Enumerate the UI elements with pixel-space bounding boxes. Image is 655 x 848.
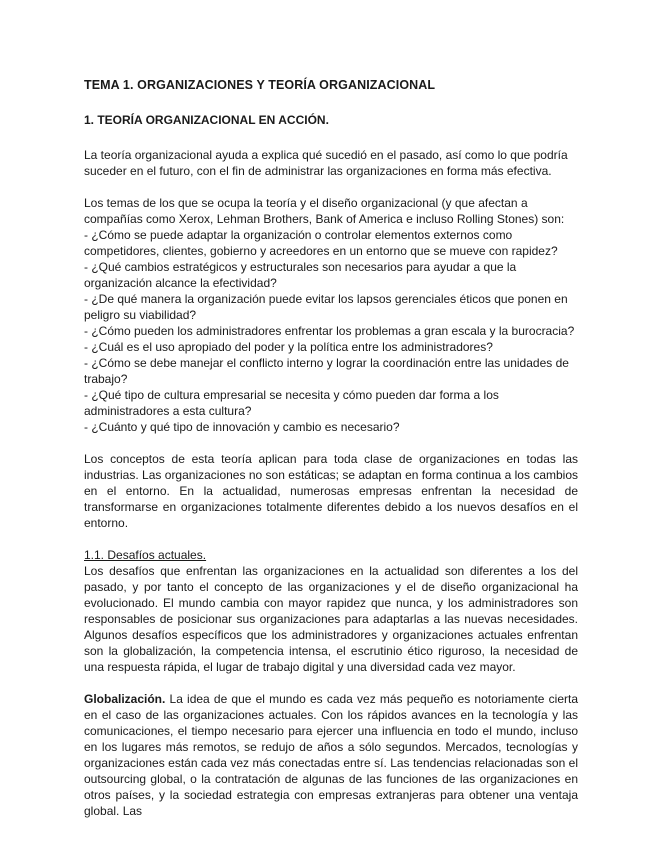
concepts-paragraph: Los conceptos de esta teoría aplican para toda clase de organizaciones en todas las industrias. Las organizaciones no son estáticas; se adaptan en forma continua a los cambios en el entorno. En la actualidad, numerosas empresas enfrentan la necesidad de transformarse en organizaciones totalmente diferentes debido a los nuevos desafíos en el entorno. [84, 452, 578, 530]
subsection-heading: 1.1. Desafíos actuales. [84, 548, 207, 562]
list-item: - ¿Cómo pueden los administradores enfrentar los problemas a gran escala y la burocracia? [84, 324, 575, 338]
subsection [84, 547, 578, 675]
list-item: - ¿Cómo se puede adaptar la organización o controlar elementos externos como competidores, clientes, gobierno y acreedores en un entorno que se mueve con rapidez? [84, 228, 558, 258]
list-item: - ¿Qué cambios estratégicos y estructurales son necesarios para ayudar a que la organización alcance la efectividad? [84, 260, 517, 290]
list-item: - ¿Cómo se debe manejar el conflicto interno y lograr la coordinación entre las unidades de trabajo? [84, 356, 569, 386]
globalization-text: La idea de que el mundo es cada vez más pequeño es notoriamente cierta en el caso de las organizaciones actuales. Con los rápidos avances en la tecnología y las comunicaciones, el tiempo necesario para ejercer una influencia en todo el mundo, incluso en los lugares más remotos, se redujo de años a sólo segundos. Mercados, tecnologías y organizaciones están cada vez más conectadas entre sí. Las tendencias relacionadas son el outsourcing global, o la contratación de algunas de las funciones de las organizaciones en otros países, y la sociedad estrategia con empresas extranjeras para obtener una ventaja global. Las [84, 692, 578, 818]
document-title: TEMA 1. ORGANIZACIONES Y TEORÍA ORGANIZACIONAL [84, 78, 436, 92]
intro-paragraph: La teoría organizacional ayuda a explica qué sucedió en el pasado, así como lo que podría suceder en el futuro, con el fin de administrar las organizaciones en forma más efectiva. [84, 148, 568, 178]
globalization-paragraph [84, 691, 578, 819]
topics-list [84, 195, 578, 435]
list-item: - ¿Cuál es el uso apropiado del poder y la política entre los administradores? [84, 340, 493, 354]
section-heading: 1. TEORÍA ORGANIZACIONAL EN ACCIÓN. [84, 113, 329, 127]
list-item: - ¿De qué manera la organización puede evitar los lapsos gerenciales éticos que ponen en peligro su viabilidad? [84, 292, 568, 322]
document-content [84, 77, 578, 835]
topics-intro: Los temas de los que se ocupa la teoría y el diseño organizacional (y que afectan a compañías como Xerox, Lehman Brothers, Bank of America e incluso Rolling Stones) son: [84, 196, 565, 226]
globalization-lead: Globalización. [84, 692, 166, 706]
list-item: - ¿Qué tipo de cultura empresarial se necesita y cómo pueden dar forma a los administradores a esta cultura? [84, 388, 499, 418]
list-item: - ¿Cuánto y qué tipo de innovación y cambio es necesario? [84, 420, 400, 434]
challenges-paragraph: Los desafíos que enfrentan las organizaciones en la actualidad son diferentes a los del pasado, y por tanto el concepto de las organizaciones y el de diseño organizacional ha evolucionado. El mundo cambia con mayor rapidez que nunca, y los administradores son responsables de posicionar sus organizaciones para adaptarlas a las nuevas necesidades. Algunos desafíos específicos que los administradores y organizaciones actuales enfrentan son la globalización, la competencia intensa, el escrutinio ético riguroso, la necesidad de una respuesta rápida, el lugar de trabajo digital y una diversidad cada vez mayor. [84, 564, 578, 674]
